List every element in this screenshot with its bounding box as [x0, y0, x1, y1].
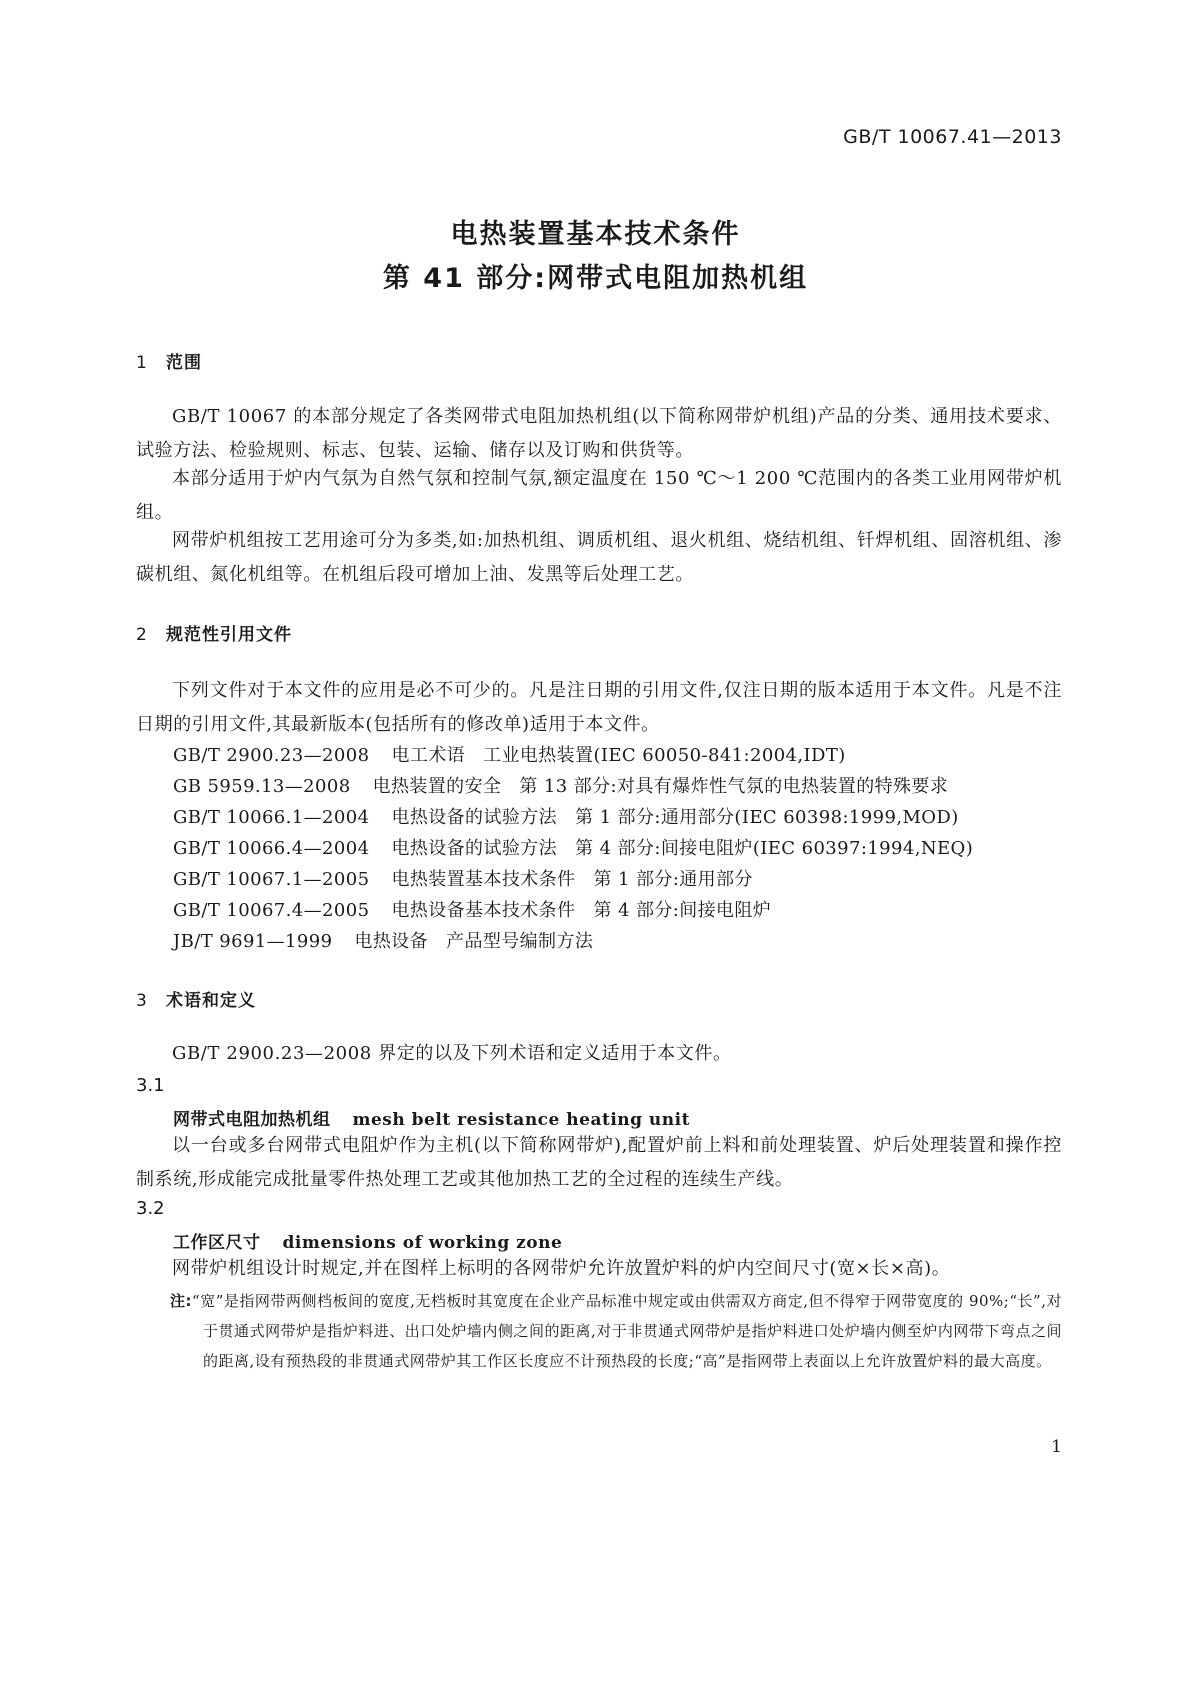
reference-item [173, 772, 948, 798]
term-number: 3.2 [136, 1198, 165, 1219]
reference-code: GB/T 2900.23—2008 [173, 745, 370, 766]
note-label: 注: [170, 1292, 193, 1310]
section-heading-scope [136, 348, 202, 373]
reference-part: 工业电热装置(IEC 60050-841:2004,IDT) [483, 745, 846, 766]
paragraph: 下列文件对于本文件的应用是必不可少的。凡是注日期的引用文件,仅注日期的版本适用于本文件。凡是不注日期的引用文件,其最新版本(包括所有的修改单)适用于本文件。 [136, 680, 1062, 735]
paragraph: 网带炉机组按工艺用途可分为多类,如:加热机组、调质机组、退火机组、烧结机组、钎焊机组、固溶机组、渗碳机组、氮化机组等。在机组后段可增加上油、发黑等后处理工艺。 [136, 530, 1062, 585]
reference-part: 第 1 部分:通用部分(IEC 60398:1999,MOD) [575, 807, 959, 828]
section-title: 术语和定义 [166, 991, 256, 1011]
note-text: “宽”是指网带两侧档板间的宽度,无档板时其宽度在企业产品标准中规定或由供需双方商定,但不得窄于网带宽度的 90%;“长”,对于贯通式网带炉是指炉料进、出口处炉墙内侧之间的距离,对于非贯通式网带炉是指炉料进口处炉墙内侧至炉内网带下弯点之间的距离,设有预热段的非贯通式网带炉其工作区长度应不计预热段的长度;“高”是指网带上表面以上允许放置炉料的最大高度。 [192, 1292, 1062, 1370]
reference-item [173, 865, 753, 891]
document-title-line1: 电热装置基本技术条件 [450, 219, 741, 250]
term-definition: 网带炉机组设计时规定,并在图样上标明的各网带炉允许放置炉料的炉内空间尺寸(宽×长×高)。 [172, 1258, 951, 1279]
section-title: 范围 [166, 353, 202, 373]
reference-part: 第 1 部分:通用部分 [593, 869, 753, 890]
term-title [173, 1105, 690, 1130]
reference-code: GB/T 10067.4—2005 [173, 900, 370, 921]
paragraph: GB/T 10067 的本部分规定了各类网带式电阻加热机组(以下简称网带炉机组)产品的分类、通用技术要求、试验方法、检验规则、标志、包装、运输、储存以及订购和供货等。 [136, 406, 1062, 461]
section-number: 3 [136, 991, 148, 1011]
reference-name: 电热设备 [354, 931, 429, 952]
reference-name: 电热设备的试验方法 [391, 807, 558, 828]
term-zh: 网带式电阻加热机组 [173, 1110, 331, 1130]
page-number: 1 [1051, 1437, 1062, 1457]
reference-code: JB/T 9691—1999 [173, 931, 333, 952]
reference-item [173, 803, 959, 829]
term-title [173, 1228, 562, 1253]
reference-code: GB/T 10066.4—2004 [173, 838, 370, 859]
reference-code: GB 5959.13—2008 [173, 776, 351, 797]
reference-name: 电热设备基本技术条件 [391, 900, 576, 921]
reference-item [173, 741, 846, 767]
section-number: 1 [136, 353, 148, 373]
term-en: mesh belt resistance heating unit [352, 1110, 690, 1130]
term-note [170, 1286, 1062, 1376]
reference-part: 第 4 部分:间接电阻炉(IEC 60397:1994,NEQ) [575, 838, 974, 859]
reference-item [173, 927, 593, 953]
paragraph: GB/T 2900.23—2008 界定的以及下列术语和定义适用于本文件。 [172, 1043, 732, 1064]
reference-item [173, 896, 771, 922]
document-title-line2: 第 41 部分:网带式电阻加热机组 [382, 263, 809, 294]
reference-code: GB/T 10066.1—2004 [173, 807, 370, 828]
section-title: 规范性引用文件 [166, 625, 292, 645]
term-en: dimensions of working zone [282, 1233, 563, 1253]
reference-code: GB/T 10067.1—2005 [173, 869, 370, 890]
reference-part: 产品型号编制方法 [446, 931, 594, 952]
reference-name: 电热装置的安全 [372, 776, 502, 797]
reference-name: 电热装置基本技术条件 [391, 869, 576, 890]
reference-name: 电工术语 [391, 745, 466, 766]
reference-part: 第 13 部分:对具有爆炸性气氛的电热装置的特殊要求 [519, 776, 949, 797]
reference-part: 第 4 部分:间接电阻炉 [593, 900, 772, 921]
paragraph: 本部分适用于炉内气氛为自然气氛和控制气氛,额定温度在 150 ℃～1 200 ℃范围内的各类工业用网带炉机组。 [136, 468, 1062, 523]
term-zh: 工作区尺寸 [173, 1233, 261, 1253]
reference-name: 电热设备的试验方法 [391, 838, 558, 859]
section-heading-terms-and-definitions [136, 986, 256, 1011]
term-definition: 以一台或多台网带式电阻炉作为主机(以下简称网带炉),配置炉前上料和前处理装置、炉后处理装置和操作控制系统,形成能完成批量零件热处理工艺或其他加热工艺的全过程的连续生产线。 [136, 1135, 1062, 1190]
section-number: 2 [136, 625, 148, 645]
reference-item [173, 834, 973, 860]
standard-number: GB/T 10067.41—2013 [843, 126, 1062, 148]
section-heading-normative-references [136, 620, 292, 645]
term-number: 3.1 [136, 1075, 165, 1096]
